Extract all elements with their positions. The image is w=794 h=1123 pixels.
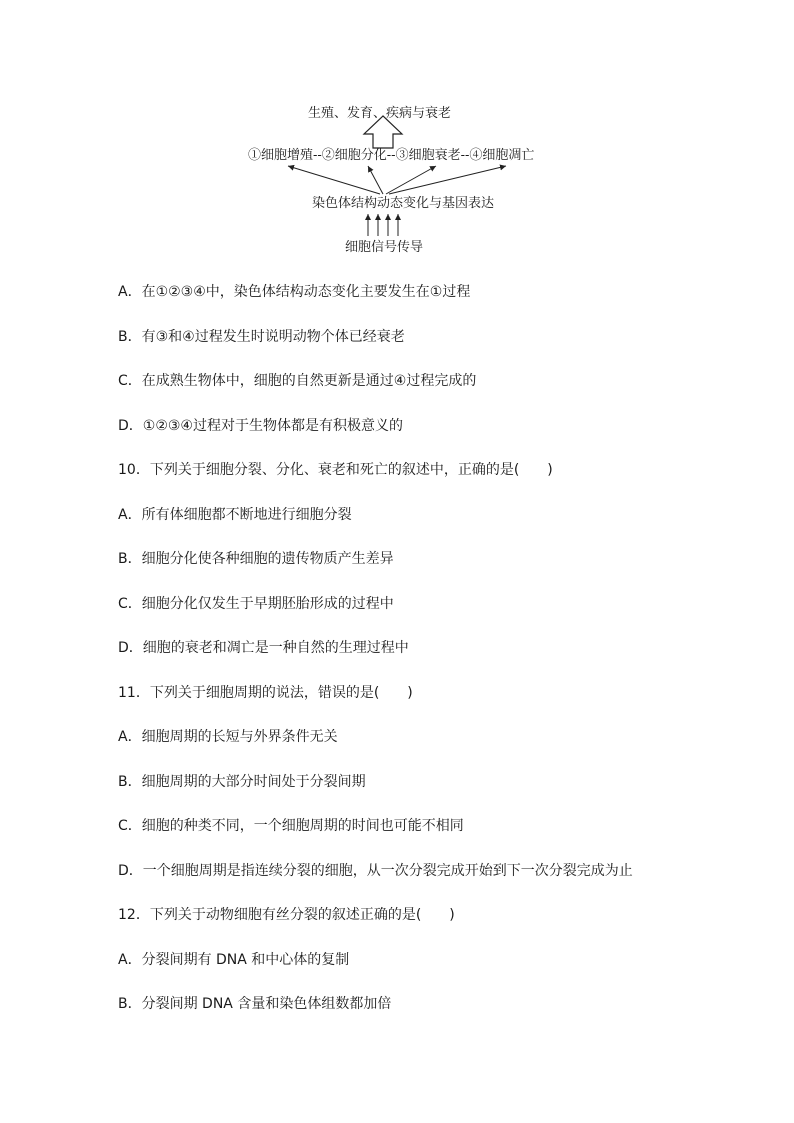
q10-option-b: B．细胞分化使各种细胞的遗传物质产生差异 — [118, 551, 394, 567]
cell-process-diagram — [240, 98, 570, 263]
q9-option-a: A．在①②③④中，染色体结构动态变化主要发生在①过程 — [118, 284, 471, 300]
q10-option-c: C．细胞分化仅发生于早期胚胎形成的过程中 — [118, 596, 394, 612]
q10-option-d: D．细胞的衰老和凋亡是一种自然的生理过程中 — [118, 640, 409, 656]
diagram-middle-label: 染色体结构动态变化与基因表达 — [312, 196, 495, 211]
q11-stem: 11．下列关于细胞周期的说法，错误的是( ) — [118, 685, 413, 701]
q9-option-b: B．有③和④过程发生时说明动物个体已经衰老 — [118, 329, 405, 345]
q12-option-b: B．分裂间期 DNA 含量和染色体组数都加倍 — [118, 996, 392, 1012]
diagram-process-row: ①细胞增殖--②细胞分化--③细胞衰老--④细胞凋亡 — [248, 148, 535, 163]
diagram-top-label: 生殖、发育、疾病与衰老 — [308, 106, 452, 121]
q12-stem: 12．下列关于动物细胞有丝分裂的叙述正确的是( ) — [118, 907, 455, 923]
q12-option-a: A．分裂间期有 DNA 和中心体的复制 — [118, 952, 350, 968]
q10-option-a: A．所有体细胞都不断地进行细胞分裂 — [118, 507, 352, 523]
q11-option-c: C．细胞的种类不同，一个细胞周期的时间也可能不相同 — [118, 818, 464, 834]
q10-stem: 10．下列关于细胞分裂、分化、衰老和死亡的叙述中，正确的是( ) — [118, 462, 553, 478]
diagram-bottom-label: 细胞信号传导 — [345, 240, 424, 255]
diagram-arrows — [240, 98, 570, 263]
q9-option-d: D．①②③④过程对于生物体都是有积极意义的 — [118, 418, 403, 434]
q11-option-d: D．一个细胞周期是指连续分裂的细胞，从一次分裂完成开始到下一次分裂完成为止 — [118, 863, 633, 879]
q11-option-b: B．细胞周期的大部分时间处于分裂间期 — [118, 774, 366, 790]
q11-option-a: A．细胞周期的长短与外界条件无关 — [118, 729, 338, 745]
q9-option-c: C．在成熟生物体中，细胞的自然更新是通过④过程完成的 — [118, 373, 477, 389]
